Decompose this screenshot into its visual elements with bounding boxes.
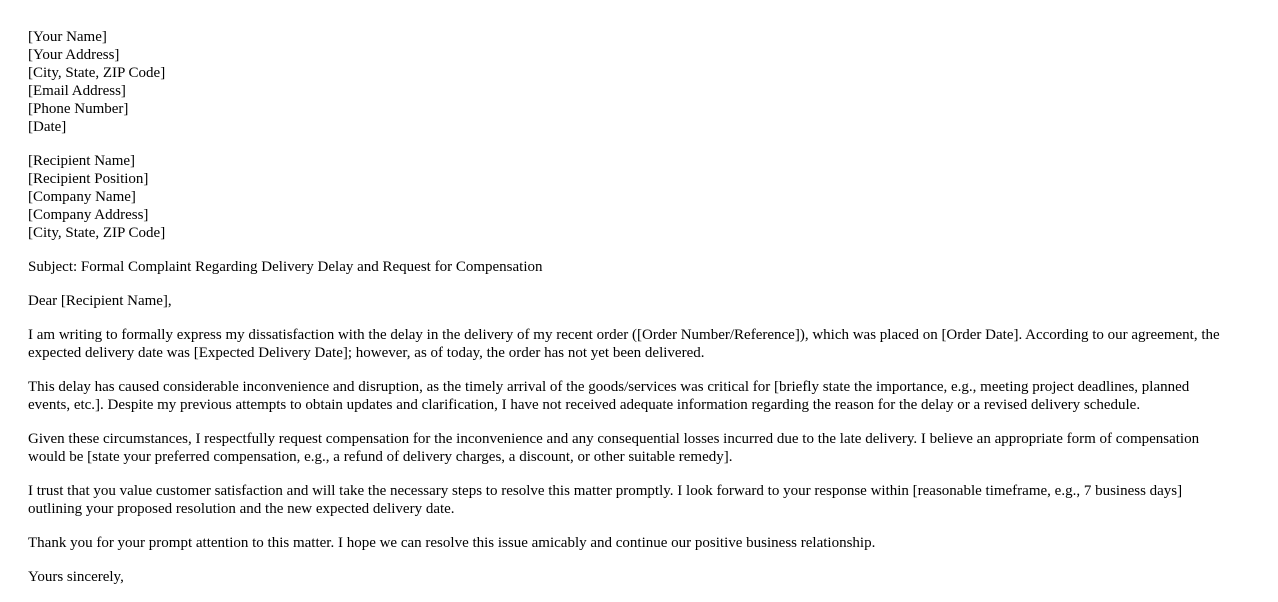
recipient-company: [Company Name] [28, 189, 136, 205]
recipient-address-block [28, 152, 1228, 242]
body-paragraph-5: Thank you for your prompt attention to this matter. I hope we can resolve this issue amicably and continue our positive business relationship. [28, 535, 876, 551]
sender-city-state-zip: [City, State, ZIP Code] [28, 65, 166, 81]
sender-address: [Your Address] [28, 47, 120, 63]
letter-date: [Date] [28, 119, 67, 135]
sender-phone: [Phone Number] [28, 101, 129, 117]
closing: Yours sincerely, [28, 569, 124, 585]
body-paragraph-3: Given these circumstances, I respectfully request compensation for the inconvenience and any consequential losses incurred due to the late delivery. I believe an appropriate form of compensation would be [state your preferred compensation, e.g., a refund of delivery charges, a discount, or other suitable remedy]. [28, 431, 1200, 465]
sender-address-block [28, 28, 1228, 136]
body-paragraph-4: I trust that you value customer satisfaction and will take the necessary steps to resolve this matter promptly. I look forward to your response within [reasonable timeframe, e.g., 7 business days] outlining your proposed resolution and the new expected delivery date. [28, 483, 1183, 517]
sender-name: [Your Name] [28, 29, 107, 45]
body-paragraph-2: This delay has caused considerable inconvenience and disruption, as the timely arrival of the goods/services was critical for [briefly state the importance, e.g., meeting project deadlines, planned events, etc.]. Despite my previous attempts to obtain updates and clarification, I have not received adequate information regarding the reason for the delay or a revised delivery schedule. [28, 379, 1190, 413]
recipient-name: [Recipient Name] [28, 153, 136, 169]
recipient-position: [Recipient Position] [28, 171, 149, 187]
body-paragraph-1: I am writing to formally express my dissatisfaction with the delay in the delivery of my recent order ([Order Number/Reference]), which was placed on [Order Date]. According to our agreement, the expected delivery date was [Expected Delivery Date]; however, as of today, the order has not yet been delivered. [28, 327, 1220, 361]
salutation: Dear [Recipient Name], [28, 293, 172, 309]
subject-line: Subject: Formal Complaint Regarding Delivery Delay and Request for Compensation [28, 259, 543, 275]
recipient-city-state-zip: [City, State, ZIP Code] [28, 225, 166, 241]
letter-document [28, 28, 1228, 602]
recipient-company-address: [Company Address] [28, 207, 149, 223]
sender-email: [Email Address] [28, 83, 126, 99]
